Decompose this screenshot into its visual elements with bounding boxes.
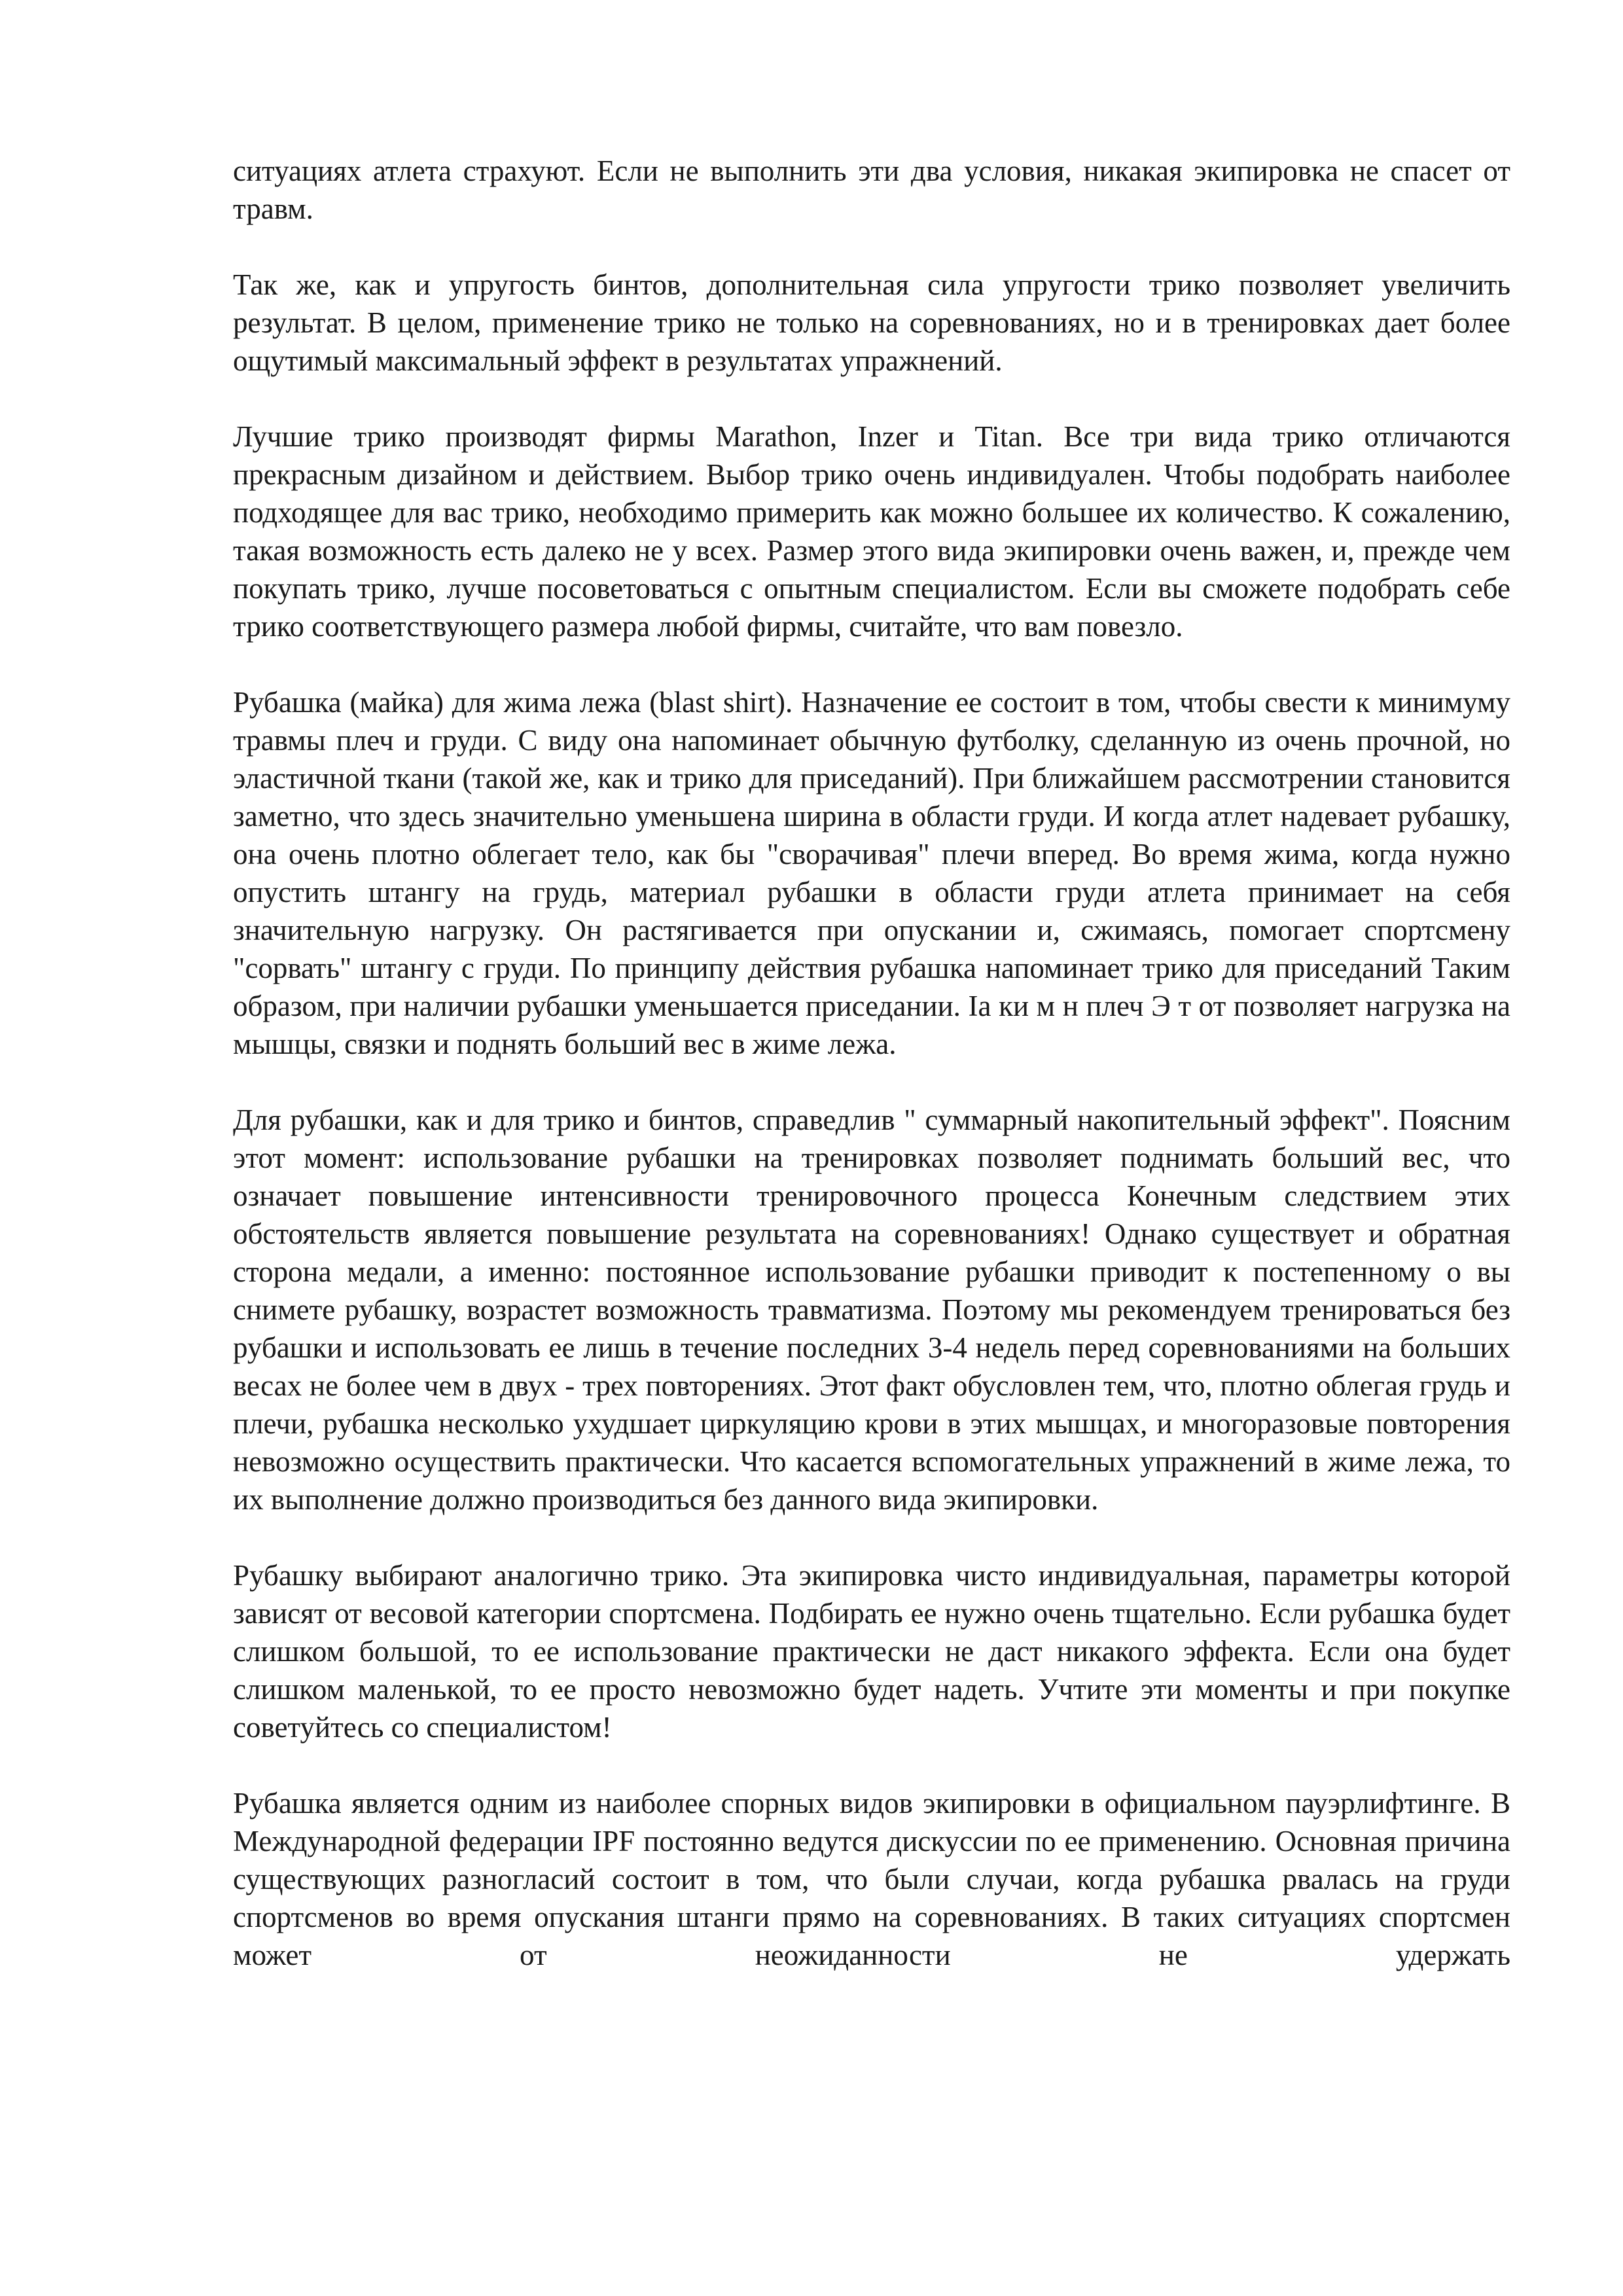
document-body (233, 152, 1510, 1974)
paragraph-2: Так же, как и упругость бинтов, дополнительная сила упругости трико позволяет увеличить результат. В целом, применение трико не только на соревнованиях, но и в тренировках дает более ощутимый максимальный эффект в результатах упражнений. (233, 268, 1510, 377)
paragraph-1: ситуациях атлета страхуют. Если не выполнить эти два условия, никакая экипировка не спасет от травм. (233, 154, 1510, 225)
paragraph-4: Рубашка (майка) для жима лежа (blast shirt). Назначение ее состоит в том, чтобы свести к минимуму травмы плеч и груди. С виду она напоминает обычную футболку, сделанную из очень прочной, но эластичной ткани (такой же, как и трико для приседаний). При ближайшем рассмотрении становится заметно, что здесь значительно уменьшена ширина в области груди. И когда атлет надевает рубашку, она очень плотно облегает тело, как бы "сворачивая" плечи вперед. Во время жима, когда нужно опустить штангу на грудь, материал рубашки в области груди атлета принимает на себя значительную нагрузку. Он растягивается при опускании и, сжимаясь, помогает спортсмену "сорвать" штангу с груди. По принципу действия рубашка напоминает трико для приседаний Таким образом, при наличии рубашки уменьшается приседании. Іа ки м н плеч Э т от позволяет нагрузка на мышцы, связки и поднять больший вес в жиме лежа. (233, 686, 1510, 1060)
paragraph-5: Для рубашки, как и для трико и бинтов, справедлив " суммарный накопительный эффект". Поясним этот момент: использование рубашки на тренировках позволяет поднимать больший вес, что означает повышение интенсивности тренировочного процесса Конечным следствием этих обстоятельств является повышение результата на соревнованиях! Однако существует и обратная сторона медали, а именно: постоянное использование рубашки приводит к постепенному о вы снимете рубашку, возрастет возможность травматизма. Поэтому мы рекомендуем тренироваться без рубашки и использовать ее лишь в течение последних 3-4 недель перед соревнованиями на больших весах не более чем в двух - трех повторениях. Этот факт обусловлен тем, что, плотно облегая грудь и плечи, рубашка несколько ухудшает циркуляцию крови в этих мышцах, и многоразовые повторения невозможно осуществить практически. Что касается вспомогательных упражнений в жиме лежа, то их выполнение должно производиться без данного вида экипировки. (233, 1103, 1510, 1516)
paragraph-6: Рубашку выбирают аналогично трико. Эта экипировка чисто индивидуальная, параметры которой зависят от весовой категории спортсмена. Подбирать ее нужно очень тщательно. Если рубашка будет слишком большой, то ее использование практически не даст никакого эффекта. Если она будет слишком маленькой, то ее просто невозможно будет надеть. Учтите эти моменты и при покупке советуйтесь со специалистом! (233, 1559, 1510, 1744)
paragraph-3: Лучшие трико производят фирмы Marathon, Inzer и Titan. Все три вида трико отличаются прекрасным дизайном и действием. Выбор трико очень индивидуален. Чтобы подобрать наиболее подходящее для вас трико, необходимо примерить как можно большее их количество. К сожалению, такая возможность есть далеко не у всех. Размер этого вида экипировки очень важен, и, прежде чем покупать трико, лучше посоветоваться с опытным специалистом. Если вы сможете подобрать себе трико соответствующего размера любой фирмы, считайте, что вам повезло. (233, 420, 1510, 643)
paragraph-7: Рубашка является одним из наиболее спорных видов экипировки в официальном пауэрлифтинге. В Международной федерации IPF постоянно ведутся дискуссии по ее применению. Основная причина существующих разногласий состоит в том, что были случаи, когда рубашка рвалась на груди спортсменов во время опускания штанги прямо на соревнованиях. В таких ситуациях спортсмен может от неожиданности не удержать (233, 1787, 1510, 1971)
